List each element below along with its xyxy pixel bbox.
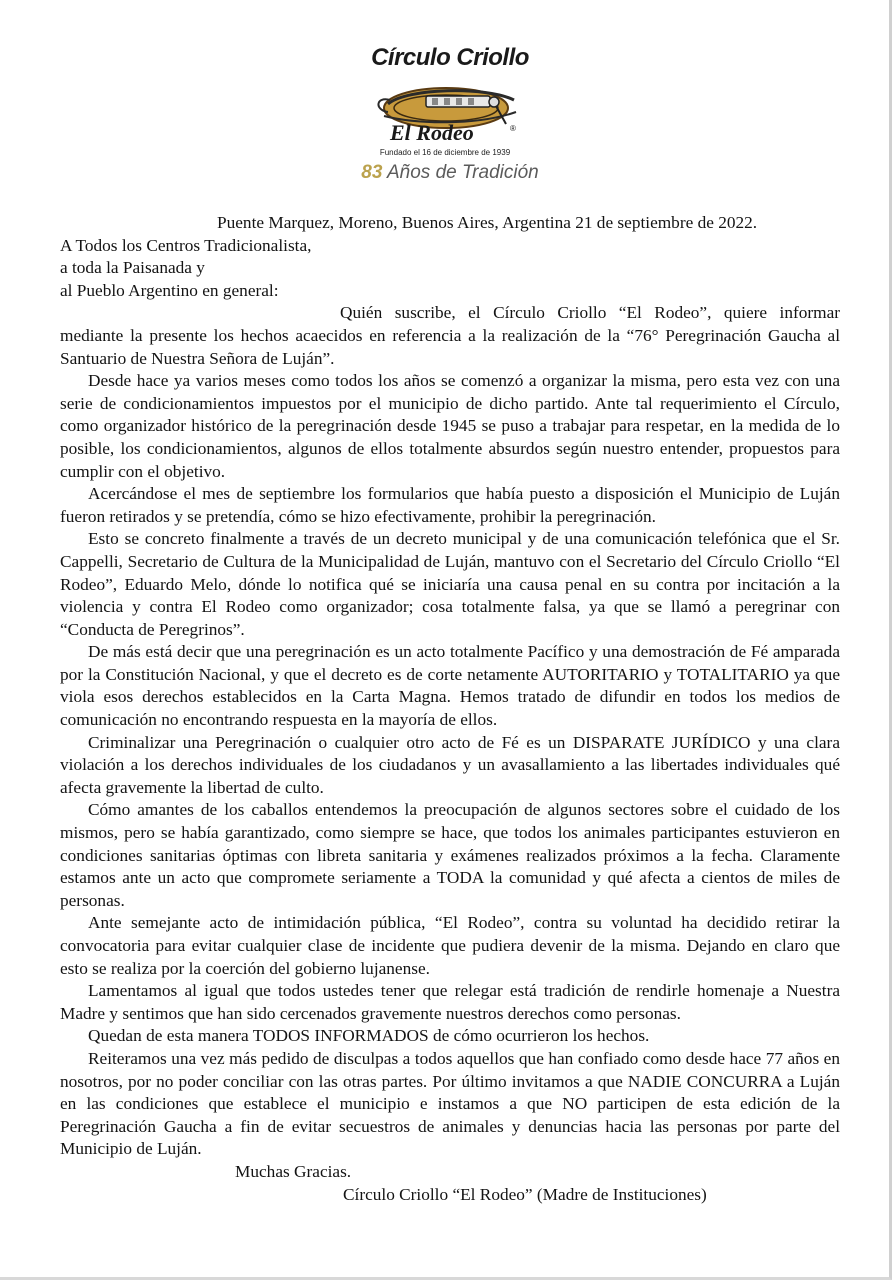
- registered-mark: ®: [510, 124, 516, 133]
- logo-subtitle: El Rodeo: [390, 120, 474, 145]
- letter-paragraph: Esto se concreto finalmente a través de un decreto municipal y de una comunicación telefónica que el Sr. Cappelli, Secretario de Cultura de la Municipalidad de Luján, mantuvo con el Secretario del Círculo Criollo “El Rodeo”, Eduardo Melo, dónde lo notifica qué se iniciaría una causa penal en su contra por incitación a la violencia y contra El Rodeo como organizador; cosa totalmente falsa, ya que se llamó a peregrinar con “Conducta de Peregrinos”.: [60, 529, 840, 639]
- addressee-line: al Pueblo Argentino en general:: [60, 280, 279, 300]
- club-logo: [340, 40, 560, 190]
- addressee-line: a toda la Paisanada y: [60, 258, 205, 278]
- letter-paragraph: Cómo amantes de los caballos entendemos la preocupación de algunos sectores sobre el cuidado de los mismos, pero se había garantizado, como siempre se hace, que todos los animales participantes estuvieron en condiciones sanitarias óptimas con libreta sanitaria y exámenes realizados próximos a la fecha. Claramente estamos ante un acto que compromete seriamente a TODA la comunidad y qué afecta a cientos de miles de personas.: [60, 800, 840, 910]
- signature-line: Círculo Criollo “El Rodeo” (Madre de Instituciones): [343, 1184, 707, 1204]
- letter-paragraph: Reiteramos una vez más pedido de disculpas a todos aquellos que han confiado como desde hace 77 años en nosotros, por no poder conciliar con las otras partes. Por último invitamos a que NADIE CONCURRA a Luján en las condiciones que establece el municipio e instamos a que NO participen de esta edición de la Peregrinación Gaucha a fin de evitar secuestros de animales y denuncias hacia las personas por parte del Municipio de Luján.: [60, 1048, 840, 1159]
- letter-paragraph: Criminalizar una Peregrinación o cualquier otro acto de Fé es un DISPARATE JURÍDICO y una clara violación a los derechos individuales de los ciudadanos y un avasallamiento a las libertades individuales qué afecta gravemente la libertad de culto.: [60, 732, 840, 797]
- addressee-line: A Todos los Centros Tradicionalista,: [60, 235, 312, 255]
- years-number: 83: [361, 162, 383, 183]
- logo-title: Círculo Criollo: [371, 44, 529, 71]
- intro-paragraph: Quién suscribe, el Círculo Criollo “El Rodeo”, quiere informar mediante la presente los hechos acaecidos en referencia a la realización de la “76° Peregrinación Gaucha al Santuario de Nuestra Señora de Luján”.: [60, 303, 840, 368]
- letter-paragraph: Desde hace ya varios meses como todos los años se comenzó a organizar la misma, pero esta vez con una serie de condicionamientos impuestos por el municipio de dicho partido. Ante tal requerimiento el Círculo, como organizador histórico de la peregrinación desde 1945 se puso a trabajar para respetar, en la medida de lo posible, los condicionamientos, algunos de ellos totalmente absurdos según nuestro entender, propuestos para cumplir con el objetivo.: [60, 371, 840, 481]
- letter-paragraph: De más está decir que una peregrinación es un acto totalmente Pacífico y una demostración de Fé amparada por la Constitución Nacional, y que el decreto es de corte netamente AUTORITARIO y TOTALITARIO ya que viola esos derechos establecidos en la Carta Magna. Hemos tratado de difundir en todos los medios de comunicación no encontrando respuesta en la mayoría de ellos.: [60, 642, 840, 730]
- letter-paragraph: Lamentamos al igual que todos ustedes tener que relegar está tradición de rendirle homenaje a Nuestra Madre y sentimos que han sido cercenados gravemente nuestros derechos como personas.: [60, 981, 840, 1023]
- founded-date: Fundado el 16 de diciembre de 1939: [379, 148, 511, 157]
- tradition-text: Años de Tradición: [386, 162, 539, 183]
- letter-paragraph: Quedan de esta manera TODOS INFORMADOS de cómo ocurrieron los hechos.: [88, 1026, 650, 1046]
- years-of-tradition: [340, 162, 560, 184]
- letter-paragraph: Ante semejante acto de intimidación pública, “El Rodeo”, contra su voluntad ha decidido retirar la convocatoria para evitar cualquier clase de incidente que pudiera devenir de la misma. Dejando en claro que esto se realiza por la coerción del gobierno lujanense.: [60, 913, 840, 978]
- letter-paragraph: Acercándose el mes de septiembre los formularios que había puesto a disposición el Municipio de Luján fueron retirados y se pretendía, cómo se hizo efectivamente, prohibir la peregrinación.: [60, 484, 840, 526]
- closing-line: Muchas Gracias.: [235, 1161, 352, 1181]
- date-line: Puente Marquez, Moreno, Buenos Aires, Argentina 21 de septiembre de 2022.: [217, 213, 758, 232]
- letter-body: [60, 212, 840, 1206]
